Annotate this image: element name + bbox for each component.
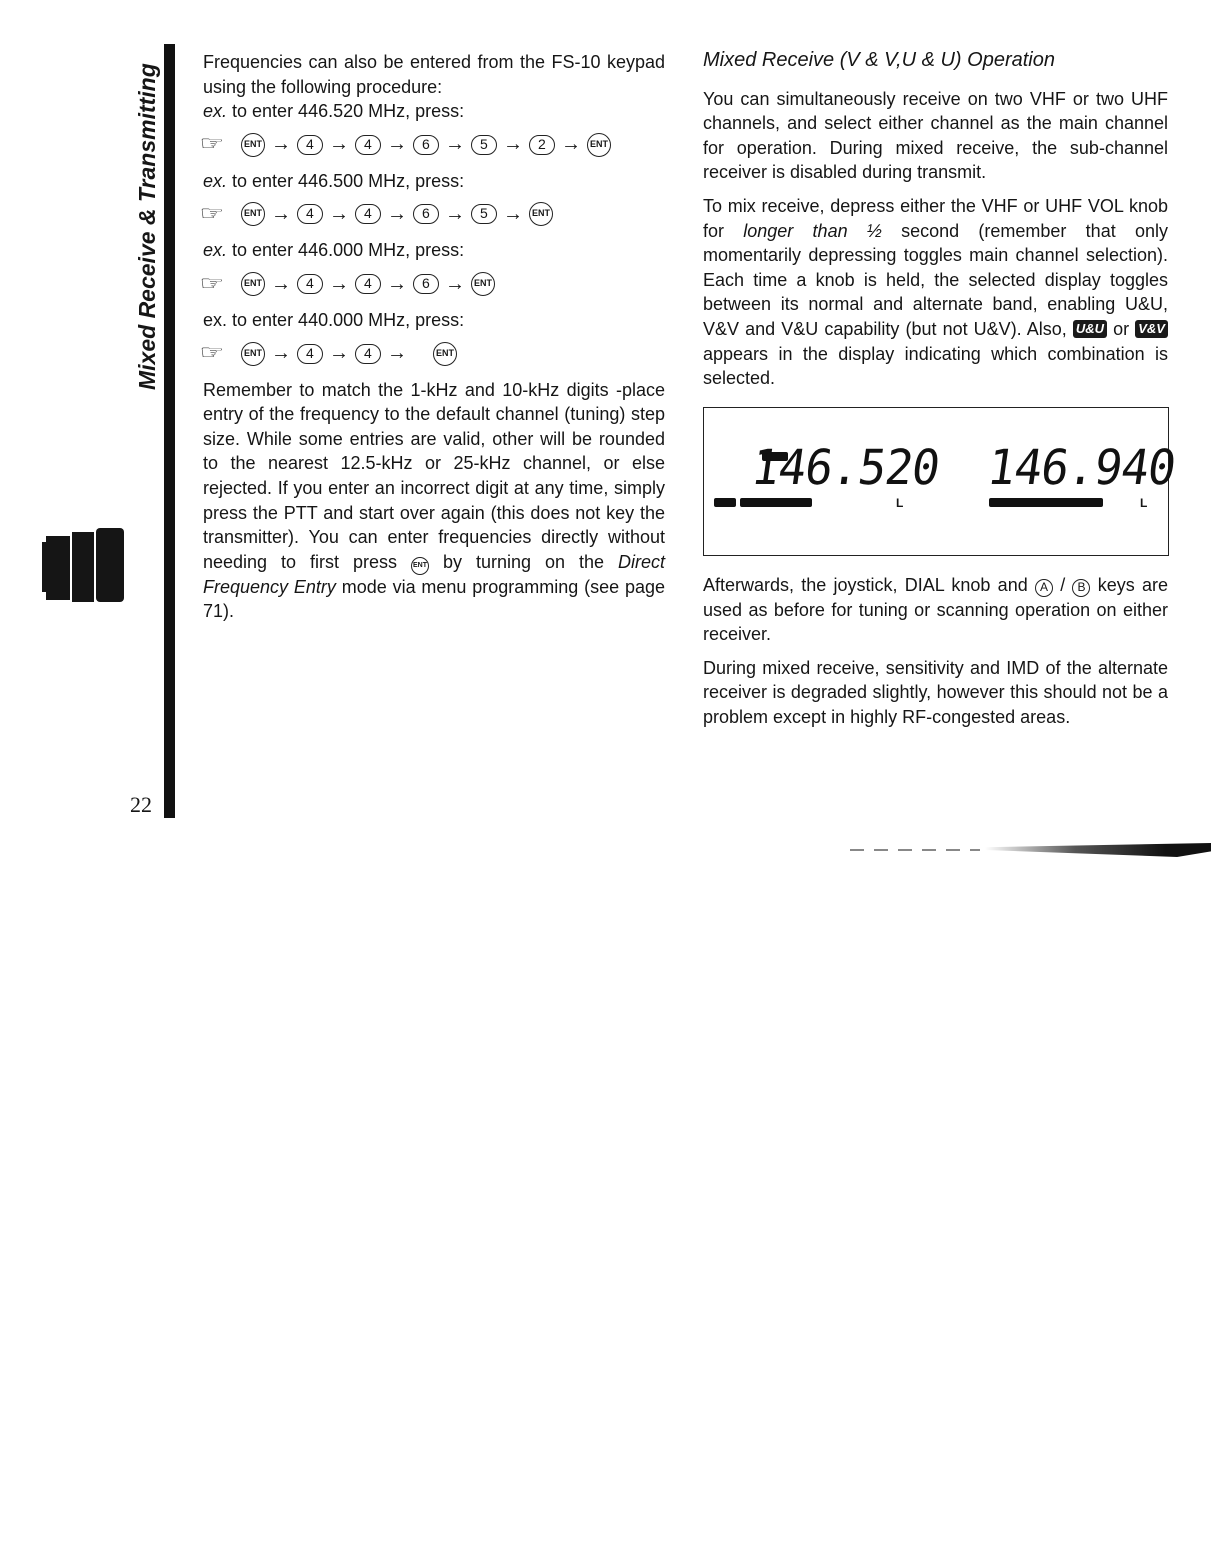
key-icon: 4 xyxy=(355,344,381,364)
right-power-level: L xyxy=(1140,496,1148,510)
remember-paragraph: Remember to match the 1-kHz and 10-kHz digits -place entry of the frequency to the default channel (tuning) step size. While some entries are valid, other will be rounded to the nearest 12.5-kHz or 25-kHz channel, or else rejected. If you enter an incorrect digit at any time, simply press the PTT and start over again (this does not key the transmitter). You can enter frequencies directly without needing to first press ENT by turning on the Direct Frequency Entry mode via menu programming (see page 71). xyxy=(203,379,665,622)
ent-key-icon: ENT xyxy=(241,272,265,296)
left-signal-meter xyxy=(740,498,812,507)
key-sequence-3: ☞ ENT → 4 → 4 → 6 → ENT xyxy=(203,268,665,300)
example-2-text: ex. to enter 446.500 MHz, press: xyxy=(203,170,465,191)
key-icon: 4 xyxy=(355,204,381,224)
example-3-text: ex. to enter 446.000 MHz, press: xyxy=(203,240,465,261)
left-column xyxy=(199,50,665,624)
key-icon: 4 xyxy=(297,135,323,155)
pointing-hand-icon: ☞ xyxy=(199,133,225,156)
sensitivity-paragraph: During mixed receive, sensitivity and IMD of the alternate receiver is degraded slightly, however this should not be a problem except in highly RF-congested areas. xyxy=(703,657,1168,727)
left-power-level: L xyxy=(896,496,904,510)
scan-dash-line xyxy=(850,849,980,851)
key-icon: 6 xyxy=(413,274,439,294)
right-column-lower xyxy=(703,573,1168,730)
intro-paragraph: Frequencies can also be entered from the FS-10 keypad using the following procedure: xyxy=(203,52,665,97)
ent-key-icon: ENT xyxy=(433,342,457,366)
ent-key-icon: ENT xyxy=(241,133,265,157)
ent-key-icon: ENT xyxy=(471,272,495,296)
a-key-icon: A xyxy=(1035,579,1053,597)
mix-receive-howto-paragraph: To mix receive, depress either the VHF or UHF VOL knob for longer than ½ second (remember that only momentarily depressing toggles main channel selection). Each time a knob is held, the selected display toggles between its normal and alternate band, enabling U&U, V&V and V&U capability (but not U&V). Also, U&U or V&V appears in the display indicating which combination is selected. xyxy=(703,195,1168,389)
key-icon: 5 xyxy=(471,204,497,224)
section-side-title: Mixed Receive & Transmitting xyxy=(134,63,160,390)
language-tab-label: ENGLISH xyxy=(128,484,144,550)
page-number: 22 xyxy=(130,792,152,817)
pointing-hand-icon: ☞ xyxy=(199,203,225,226)
key-icon: 4 xyxy=(297,204,323,224)
vv-badge: V&V xyxy=(1135,320,1168,338)
ent-key-icon: ENT xyxy=(529,202,553,226)
left-frequency-readout: 146.520 xyxy=(748,438,943,496)
ent-key-icon: ENT xyxy=(241,342,265,366)
uu-badge: U&U xyxy=(1073,320,1107,338)
pointing-hand-icon: ☞ xyxy=(199,272,225,295)
key-icon: 4 xyxy=(297,274,323,294)
pointing-hand-icon: ☞ xyxy=(199,342,225,365)
key-icon: 4 xyxy=(355,135,381,155)
ent-key-icon: ENT xyxy=(241,202,265,226)
example-4-text: ex. to enter 440.000 MHz, press: xyxy=(203,309,465,330)
right-column xyxy=(703,48,1168,391)
key-icon: 6 xyxy=(413,204,439,224)
lcd-display-illustration xyxy=(703,407,1179,556)
key-sequence-4: ☞ ENT → 4 → 4 → ENT xyxy=(203,338,665,370)
margin-bar xyxy=(164,44,175,818)
right-signal-meter xyxy=(989,498,1103,507)
key-icon: 2 xyxy=(529,135,555,155)
section-heading: Mixed Receive (V & V,U & U) Operation xyxy=(703,49,1055,71)
ent-key-icon: ENT xyxy=(411,557,429,575)
right-frequency-readout: 146.940 xyxy=(984,438,1179,496)
key-sequence-1: ☞ ENT → 4 → 4 → 6 → 5 → 2 → ENT xyxy=(203,129,665,161)
key-icon: 5 xyxy=(471,135,497,155)
key-icon: 4 xyxy=(355,274,381,294)
b-key-icon: B xyxy=(1072,579,1090,597)
key-sequence-2: ☞ ENT → 4 → 4 → 6 → 5 → ENT xyxy=(203,198,665,230)
language-tab xyxy=(42,484,144,602)
scan-artifact-mark xyxy=(985,843,1211,857)
example-1-text: ex. to enter 446.520 MHz, press: xyxy=(203,101,465,122)
key-icon: 6 xyxy=(413,135,439,155)
key-icon: 4 xyxy=(297,344,323,364)
mode-indicator-icon xyxy=(714,498,736,507)
mixed-receive-paragraph: You can simultaneously receive on two VHF or two UHF channels, and select either channel as the main channel for operation. During mixed receive, the sub-channel receiver is disabled during transmit. xyxy=(703,88,1168,183)
ent-key-icon: ENT xyxy=(587,133,611,157)
afterwards-paragraph: Afterwards, the joystick, DIAL knob and A / B keys are used as before for tuning or scanning operation on either receiver. xyxy=(703,575,1168,645)
